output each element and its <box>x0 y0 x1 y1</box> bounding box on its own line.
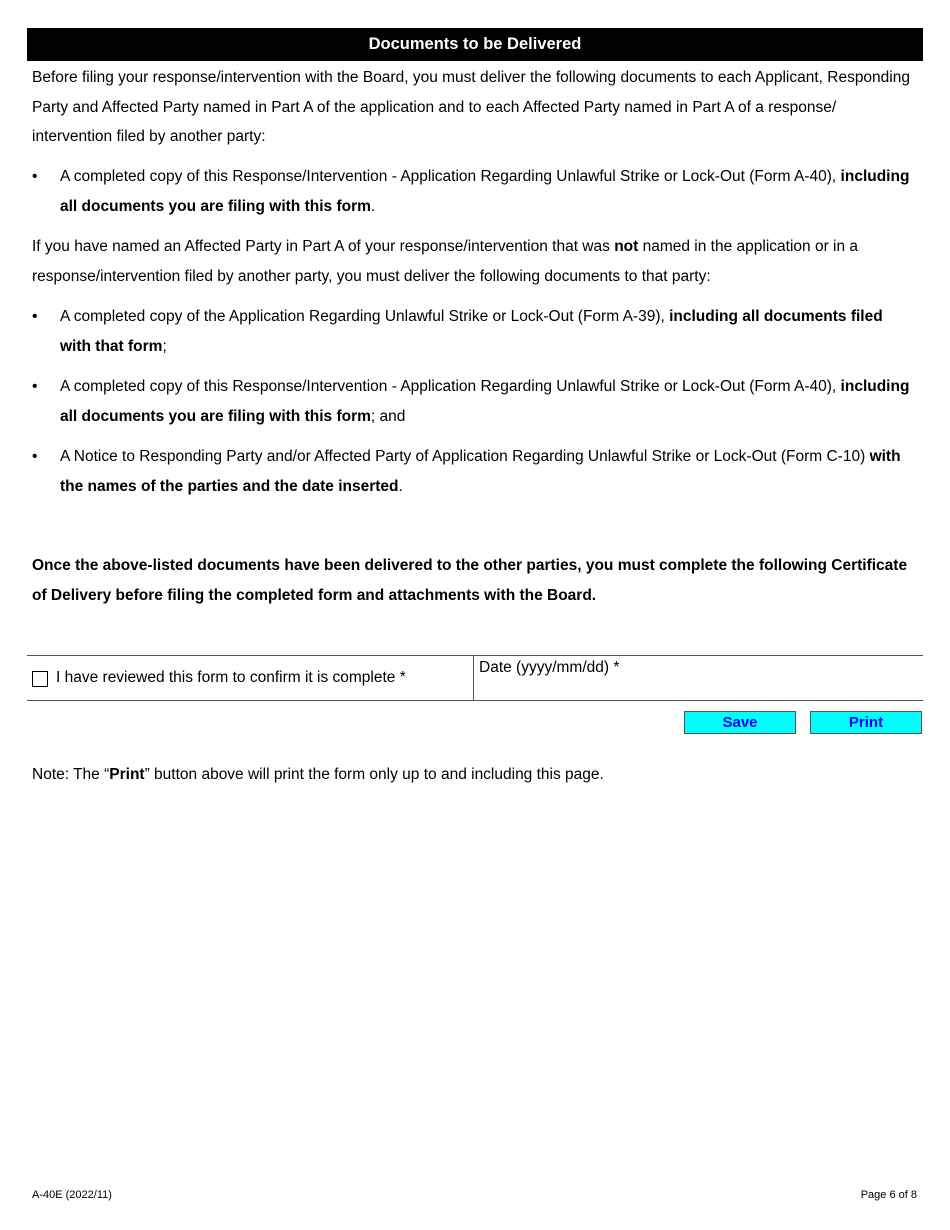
list-item-text: A Notice to Responding Party and/or Affected Party of Application Regarding Unlawful Strike or Lock-Out (Form C-10) with the names of the parties and the date inserted. <box>60 448 901 495</box>
list-item <box>32 442 917 501</box>
form-id: A-40E (2022/11) <box>32 1189 112 1201</box>
list-item-text: A completed copy of the Application Regarding Unlawful Strike or Lock-Out (Form A-39), including all documents filed with that form; <box>60 308 883 355</box>
review-checkbox-label: I have reviewed this form to confirm it is complete * <box>56 669 406 686</box>
section-header <box>27 28 923 61</box>
print-button[interactable]: Print <box>810 711 922 734</box>
certification-table <box>27 655 923 701</box>
review-checkbox-field[interactable] <box>27 656 474 700</box>
bullet-icon: • <box>32 448 38 465</box>
page-number: Page 6 of 8 <box>860 1189 917 1201</box>
list-item <box>32 162 917 221</box>
list-item <box>32 372 917 431</box>
bullet-icon: • <box>32 308 38 325</box>
certificate-notice: Once the above-listed documents have been delivered to the other parties, you must complete the following Certificate of Delivery before filing the completed form and attachments with the Board. <box>32 557 908 604</box>
affected-party-paragraph: If you have named an Affected Party in Part A of your response/intervention that was not named in the application or in a response/intervention filed by another party, you must deliver the following documents to that party: <box>32 238 859 285</box>
date-input[interactable] <box>475 678 929 698</box>
save-button[interactable]: Save <box>684 711 796 734</box>
bullet-icon: • <box>32 168 38 185</box>
review-checkbox[interactable] <box>32 671 48 687</box>
print-note: Note: The “Print” button above will print the form only up to and including this page. <box>32 766 604 783</box>
bullet-icon: • <box>32 378 38 395</box>
date-field-label: Date (yyyy/mm/dd) * <box>479 659 620 676</box>
intro-paragraph: Before filing your response/intervention with the Board, you must deliver the following documents to each Applicant, Responding Party and Affected Party named in Part A of the application and to each Affected Party named in Part A of a response/ intervention filed by another party: <box>32 69 910 145</box>
list-item-text: A completed copy of this Response/Intervention - Application Regarding Unlawful Strike or Lock-Out (Form A-40), including all documents you are filing with this form; and <box>60 378 910 425</box>
list-item-text: A completed copy of this Response/Intervention - Application Regarding Unlawful Strike or Lock-Out (Form A-40), including all documents you are filing with this form. <box>60 168 910 215</box>
list-item <box>32 302 917 361</box>
section-title: Documents to be Delivered <box>368 35 582 53</box>
